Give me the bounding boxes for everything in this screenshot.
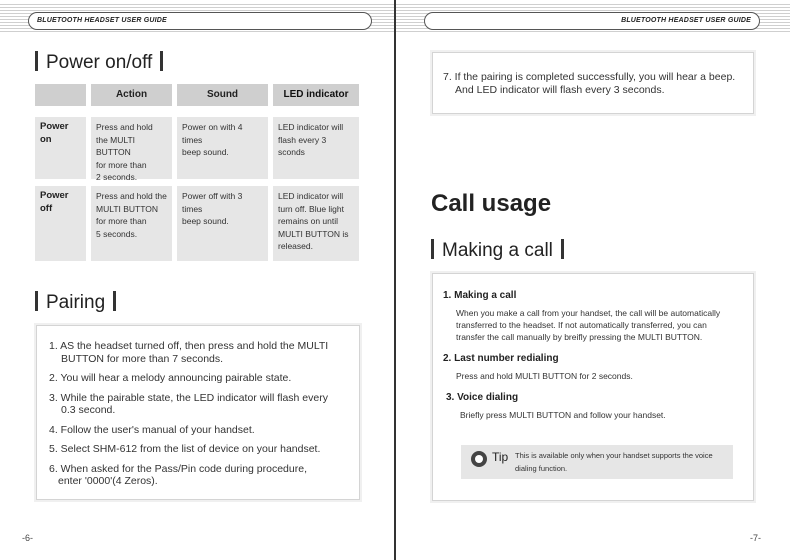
making-call-heading-text: Making a call bbox=[442, 240, 553, 261]
running-header: BLUETOOTH HEADSET USER GUIDE bbox=[28, 12, 372, 30]
cell-power-off-led: LED indicator will turn off. Blue light remains on until MULTI BUTTON is released. bbox=[273, 186, 359, 261]
row-label-power-off: Power off bbox=[35, 186, 86, 261]
call-usage-title: Call usage bbox=[431, 190, 552, 217]
pairing-heading-text: Pairing bbox=[46, 292, 106, 313]
power-heading bbox=[35, 51, 163, 74]
table-header-action: Action bbox=[91, 84, 172, 106]
pairing-step: 1. AS the headset turned off, then press and hold the MULTI BUTTON for more than 7 seconds. bbox=[49, 340, 329, 365]
pairing-step: 3. While the pairable state, the LED indicator will flash every 0.3 second. bbox=[49, 391, 328, 416]
cell-power-on-led: LED indicator will flash every 3 sconds bbox=[273, 117, 359, 179]
power-heading-text: Power on/off bbox=[46, 52, 153, 73]
cell-power-on-sound: Power on with 4 times beep sound. bbox=[177, 117, 268, 179]
table-header-empty bbox=[35, 84, 86, 106]
making-call-heading bbox=[431, 239, 564, 262]
item-body: Briefly press MULTI BUTTON and follow your handset. bbox=[460, 410, 666, 420]
item-body: Press and hold MULTI BUTTON for 2 seconds. bbox=[456, 371, 633, 381]
pairing-heading bbox=[35, 291, 116, 314]
left-page bbox=[0, 0, 394, 560]
tip-icon bbox=[471, 451, 487, 467]
pairing-step: 6. When asked for the Pass/Pin code during procedure, enter '0000'(4 Zeros). bbox=[49, 462, 307, 487]
cell-power-off-action: Press and hold the MULTI BUTTON for more than 5 seconds. bbox=[91, 186, 172, 261]
pairing-step: 7. If the pairing is completed successfully, you will hear a beep. And LED indicator will flash every 3 seconds. bbox=[443, 71, 736, 96]
heading-bar bbox=[561, 239, 564, 259]
pairing-step7-panel bbox=[432, 52, 754, 114]
pairing-steps-panel bbox=[36, 325, 360, 500]
table-header-led: LED indicator bbox=[273, 84, 359, 106]
pairing-step: 2. You will hear a melody announcing pairable state. bbox=[49, 372, 292, 384]
item-body: When you make a call from your handset, the call will be automatically transferred to the headset. If not automatically transferred, you can transfer the call manually by breifly pressing the MULTI BUTTON. bbox=[456, 308, 721, 342]
cell-power-on-action: Press and hold the MULTI BUTTON for more than 2 seconds. bbox=[91, 117, 172, 179]
page-number: -7- bbox=[750, 533, 761, 543]
heading-bar bbox=[160, 51, 163, 71]
running-header: BLUETOOTH HEADSET USER GUIDE bbox=[424, 12, 760, 30]
cell-power-off-sound: Power off with 3 times beep sound. bbox=[177, 186, 268, 261]
pairing-step: 5. Select SHM-612 from the list of device on your handset. bbox=[49, 443, 321, 455]
row-label-power-on: Power on bbox=[35, 117, 86, 179]
page-number: -6- bbox=[22, 533, 33, 543]
item-title: 3. Voice dialing bbox=[446, 392, 519, 403]
pairing-step: 4. Follow the user's manual of your handset. bbox=[49, 423, 255, 436]
tip-text: This is available only when your handset supports the voice dialing function. bbox=[515, 451, 713, 473]
tip-label: Tip bbox=[492, 450, 509, 464]
item-title: 1. Making a call bbox=[443, 290, 517, 301]
table-header-sound: Sound bbox=[177, 84, 268, 106]
right-page bbox=[396, 0, 790, 560]
heading-bar bbox=[113, 291, 116, 311]
item-title: 2. Last number redialing bbox=[443, 353, 559, 364]
tip-box bbox=[461, 445, 733, 479]
